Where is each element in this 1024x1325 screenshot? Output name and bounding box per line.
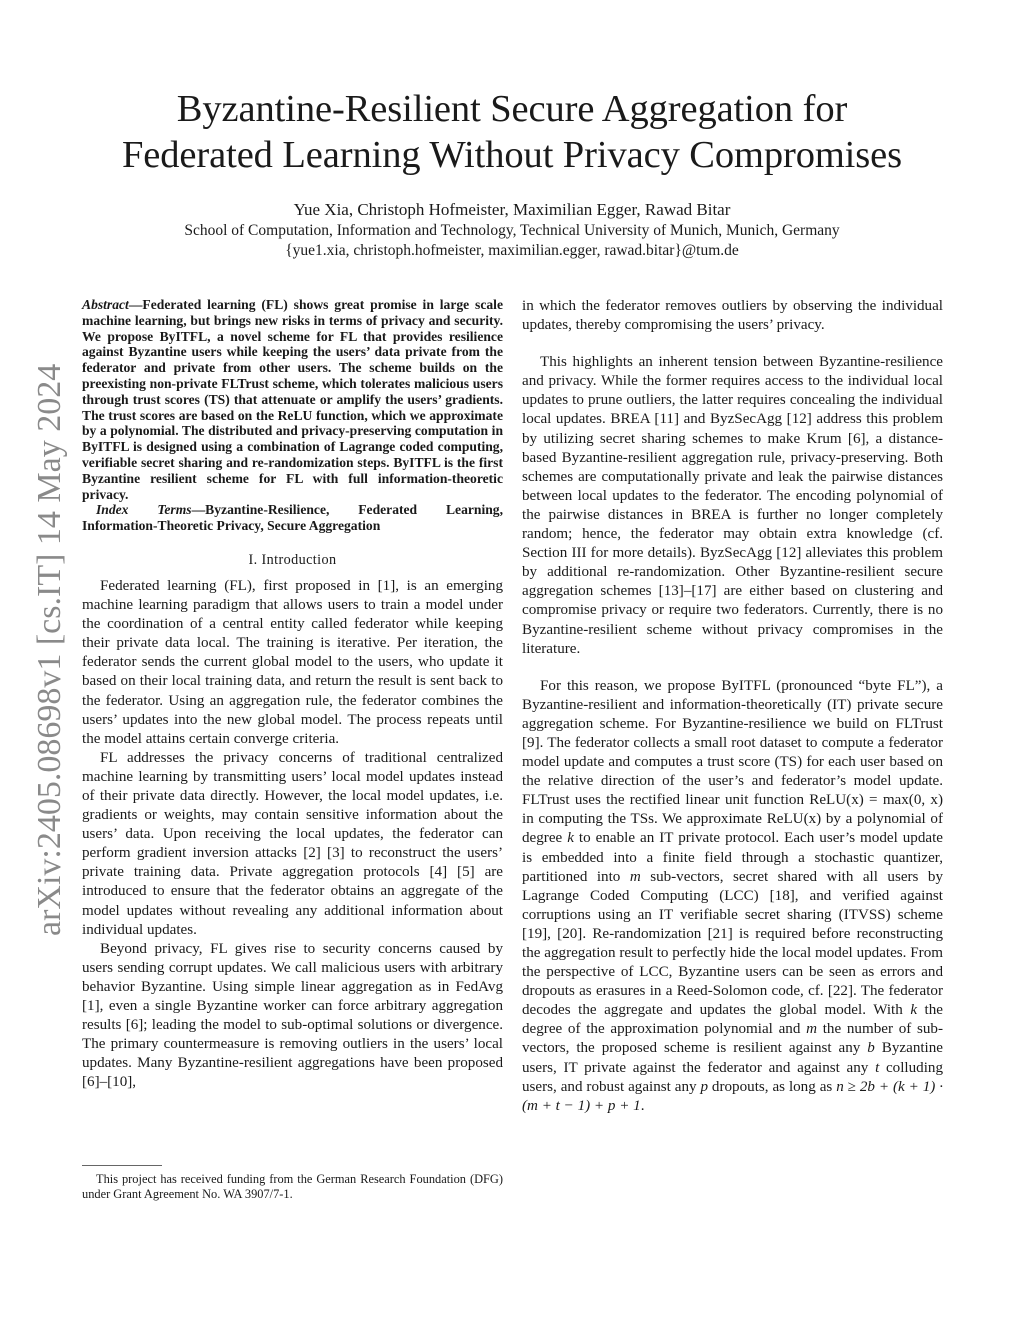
abstract-text: —Federated learning (FL) shows great promise in large scale machine learning, but brings new risks in terms of privacy and security. We propose ByITFL, a novel scheme for FL that provides resilience against Byzantine users while keeping the users’ data private from the federator and private from other users. The scheme builds on the preexisting non-private FLTrust scheme, which tolerates malicious users through trust scores (TS) that attenuate or amplify the users’ gradients. The trust scores are based on the ReLU function, which we approximate by a polynomial. The distributed and privacy-preserving computation in ByITFL is designed using a combination of Lagrange coded computing, verifiable secret sharing and re-randomization steps. ByITFL is the first Byzantine resilient scheme for FL with full information-theoretic privacy. [82, 297, 503, 502]
math-b: b [867, 1040, 875, 1057]
abstract [82, 297, 503, 502]
paper-title [60, 86, 964, 178]
math-m: m [629, 868, 641, 885]
section-heading-introduction: I. Introduction [248, 551, 337, 568]
index-terms-text: —Byzantine-Resilience, Federated Learning, Information-Theoretic Privacy, Secure Aggregation [82, 502, 503, 534]
relu-equation: ReLU(x) = max(0, x) [809, 792, 943, 809]
math-k: k [567, 830, 574, 847]
abstract-label: Abstract [82, 297, 129, 312]
relu-term: ReLU(x) [766, 811, 822, 828]
index-terms-label: Index Terms [96, 502, 192, 518]
math-k: k [910, 1002, 918, 1019]
funding-footnote: This project has received funding from the German Research Foundation (DFG) under Grant Agreement No. WA 3907/7-1. [82, 1172, 503, 1201]
author-emails: {yue1.xia, christoph.hofmeister, maximilian.egger, rawad.bitar}@tum.de [285, 242, 739, 259]
math-m: m [806, 1021, 818, 1038]
author-list: Yue Xia, Christoph Hofmeister, Maximilian Egger, Rawad Bitar [293, 200, 731, 219]
intro-paragraph-1: Federated learning (FL), first proposed in [1], is an emerging machine learning paradigm that allows users to train a model under the coordination of a central entity called federator while keeping their private data local. The training is iterative. Per iteration, the federator sends the current global model to the users, who update it based on their local training data, and return the result is sent back to the federator. Using an aggregation rule, the federator combines the users’ updates into the new global model. The process repeats until the model attains certain converge criteria. [82, 577, 503, 747]
paragraph-spacer [522, 335, 943, 353]
resilience-condition: n ≥ 2b + (k + 1) · (m + t − 1) + p + 1 [522, 1078, 943, 1114]
proposal-paragraph: For this reason, we propose ByITFL (pronounced “byte FL”), a Byzantine-resilient and information-theoretically (IT) private secure aggregation scheme. For Byzantine-resilience we build on FLTrust [9]. The federator collects a small root dataset to compute a federator model update and computes a trust score (TS) for each user based on the relative direction of the user’s and federator’s model update. FLTrust uses the rectified linear unit function ReLU(x) = max(0, x) in computing the TSs. We approximate ReLU(x) by a polynomial of degree k to enable an IT private protocol. Each user’s model update is embedded into a finite field through a stochastic quantizer, partitioned into m sub-vectors, secret shared with all users by Lagrange Coded Computing (LCC) [18], and verified against corruptions using an IT verifiable secret sharing (ITVSS) scheme [19], [20]. Re-randomization [21] is required before reconstructing the aggregation result to perfectly hide the local model updates. From the perspective of LCC, Byzantine users can be seen as errors and dropouts as erasures in a Reed-Solomon code, cf. [22]. The federator decodes the aggregate and updates the global model. With k the degree of the approximation polynomial and m the number of sub-vectors, the proposed scheme is resilient against any b Byzantine users, IT private against the federator and against any t colluding users, and robust against any p dropouts, as long as n ≥ 2b + (k + 1) · (m + t − 1) + p + 1. [522, 677, 944, 1114]
footnote-rule [82, 1165, 162, 1166]
title-line-2: Federated Learning Without Privacy Compromises [121, 134, 903, 176]
tension-paragraph: This highlights an inherent tension between Byzantine-resilience and privacy. While the former requires access to the individual local updates to prune outliers, the latter requires concealing the individual local updates. BREA [11] and ByzSecAgg [12] address this problem by utilizing secret sharing schemes to make Krum [6], a distance-based Byzantine-resilient aggregation rule, privacy-preserving. Both schemes are computationally private and leak the pairwise distances between local updates to the federator. The encoding polynomial of the pairwise distances in BREA is further no longer completely random; hence, the federator may obtain extra knowledge (cf. Section III for more details). ByzSecAgg [12] alleviates this problem by additional re-randomization. Other Byzantine-resilient secure aggregation schemes [13]–[17] are either based on clustering and compromise privacy or require two federators. Currently, there is no Byzantine-resilient scheme without privacy compromises in the literature. [522, 354, 943, 657]
intro-paragraph-2: FL addresses the privacy concerns of traditional centralized machine learning by transmitting users’ local model updates instead of their private data directly. However, the local model updates, i.e. gradients or weights, may contain sensitive information about the users’ data. Upon receiving the local updates, the federator can perform gradient inversion attacks [2] [3] to reconstruct the users’ private training data. Private aggregation protocols [4] [5] are introduced to ensure that the federator obtains an aggregate of the model updates without revealing any additional information about individual updates. [82, 749, 503, 938]
intro-paragraph-3: Beyond privacy, FL gives rise to security concerns caused by users sending corrupt updates. We call malicious users with arbitrary behavior Byzantine. Using simple linear aggregation as in FedAvg [1], even a single Byzantine worker can force arbitrary aggregation results [6]; leading the model to sub-optimal solutions or divergence. The primary countermeasure is removing outliers in the users’ local updates. Many Byzantine-resilient aggregations have been proposed [6]–[10], [82, 940, 503, 1091]
left-column [82, 297, 503, 1092]
affiliation: School of Computation, Information and Technology, Technical University of Munich, Munich, Germany [184, 222, 840, 239]
paragraph-spacer [522, 659, 943, 677]
index-terms [82, 502, 503, 534]
title-line-1: Byzantine-Resilient Secure Aggregation for [176, 88, 848, 130]
math-p: p [700, 1078, 709, 1095]
right-column [522, 297, 943, 1116]
continued-paragraph: in which the federator removes outliers by observing the individual updates, thereby compromising the users’ privacy. [522, 298, 943, 334]
math-t: t [875, 1059, 880, 1076]
arxiv-side-stamp: arXiv:2405.08698v1 [cs.IT] 14 May 2024 [31, 363, 68, 937]
